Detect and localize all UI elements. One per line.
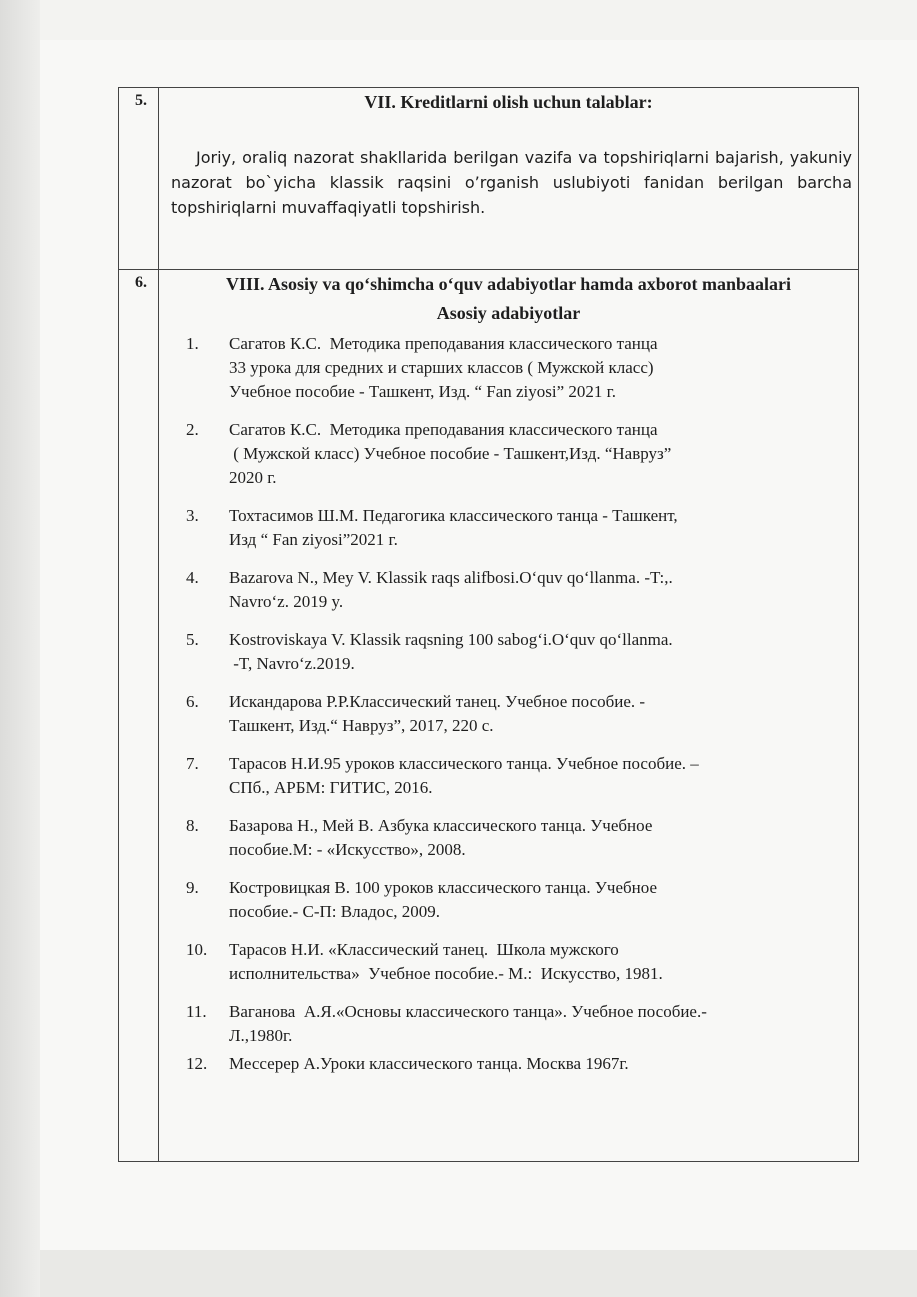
scan-bottom-band [40,1250,917,1297]
reference-number: 1. [186,334,199,353]
reference-line: Ваганова А.Я.«Основы классического танца». Учебное пособие.- [229,1002,707,1021]
reference-line: Изд “ Fan ziyosi”2021 г. [229,530,398,549]
reference-text [229,752,858,800]
reference-text [229,1052,858,1076]
section-title: VIII. Asosiy va qo‘shimcha o‘quv adabiyotlar hamda axborot manbaalari [226,274,791,294]
reference-item [159,332,858,404]
reference-line: пособие.М: - «Искусство», 2008. [229,840,466,859]
reference-item [159,752,858,800]
reference-number: 10. [186,940,208,959]
reference-line: Мессерер А.Уроки классического танца. Москва 1967г. [229,1054,629,1073]
reference-item [159,418,858,490]
reference-line: Ташкент, Изд.“ Навруз”, 2017, 220 с. [229,716,494,735]
reference-line: исполнительства» Учебное пособие.- М.: Искусство, 1981. [229,964,663,983]
reference-text [229,814,858,862]
section-content [159,88,859,270]
reference-line: СПб., АРБМ: ГИТИС, 2016. [229,778,433,797]
reference-number: 9. [186,878,199,897]
reference-item [159,566,858,614]
reference-line: Тохтасимов Ш.М. Педагогика классического танца - Ташкент, [229,506,678,525]
reference-number: 4. [186,568,199,587]
reference-number: 11. [186,1002,207,1021]
reference-text [229,504,858,552]
reference-item [159,876,858,924]
reference-number: 3. [186,506,199,525]
reference-text [229,628,858,676]
reference-line: пособие.- С-П: Владос, 2009. [229,902,441,921]
reference-text [229,1000,858,1048]
reference-number: 8. [186,816,199,835]
reference-number: 6. [186,692,199,711]
reference-line: Учебное пособие - Ташкент, Изд. “ Fan ziyosi” 2021 г. [229,382,616,401]
reference-line: Тарасов Н.И.95 уроков классического танца. Учебное пособие. – [229,754,699,773]
reference-number: 2. [186,420,199,439]
reference-number: 12. [186,1054,208,1073]
reference-line: Костровицкая В. 100 уроков классического танца. Учебное [229,878,657,897]
reference-line: 2020 г. [229,468,277,487]
reference-text [229,876,858,924]
reference-item [159,504,858,552]
section-content [159,270,859,1162]
reference-text [229,332,858,404]
reference-item [159,1052,858,1076]
reference-line: ( Мужской класс) Учебное пособие - Ташкент,Изд. “Навруз” [229,444,672,463]
reference-line: Сагатов К.С. Методика преподавания классического танца [229,420,658,439]
reference-number: 7. [186,754,199,773]
reference-line: -T, Navro‘z.2019. [229,654,355,673]
section-number: 6. [119,270,159,1162]
reference-text [229,418,858,490]
reference-line: Bazarova N., Mey V. Klassik raqs alifbosi.O‘quv qo‘llanma. -T:,. [229,568,673,587]
reference-item [159,1000,858,1048]
section-title: VII. Kreditlarni olish uchun talablar: [364,92,653,112]
syllabus-table [118,87,859,1162]
reference-list [159,332,858,1076]
reference-line: Базарова Н., Мей В. Азбука классического танца. Учебное [229,816,653,835]
reference-number: 5. [186,630,199,649]
reference-item [159,938,858,986]
reference-item [159,690,858,738]
reference-item [159,628,858,676]
reference-line: Искандарова Р.Р.Классический танец. Учебное пособие. - [229,692,646,711]
reference-line: Navro‘z. 2019 y. [229,592,344,611]
reference-line: Л.,1980г. [229,1026,293,1045]
reference-line: 33 урока для средних и старших классов ( Мужской класс) [229,358,654,377]
credit-requirements-text: Joriy, oraliq nazorat shakllarida berilgan vazifa va topshiriqlarni bajarish, yakuniy nazorat bo`yicha klassik raqsini o’rganish uslubiyoti fanidan berilgan barcha topshiriqlarni muvaffaqiyatli topshirish. [171,148,852,217]
section-row-6 [119,270,859,1162]
reference-text [229,938,858,986]
reference-line: Сагатов К.С. Методика преподавания классического танца [229,334,658,353]
reference-line: Kostroviskaya V. Klassik raqsning 100 sabog‘i.O‘quv qo‘llanma. [229,630,673,649]
reference-item [159,814,858,862]
subsection-title: Asosiy adabiyotlar [436,303,581,323]
reference-text [229,690,858,738]
reference-line: Тарасов Н.И. «Классический танец. Школа мужского [229,940,619,959]
section-row-5 [119,88,859,270]
section-number: 5. [119,88,159,270]
reference-text [229,566,858,614]
scan-edge [0,0,40,1297]
